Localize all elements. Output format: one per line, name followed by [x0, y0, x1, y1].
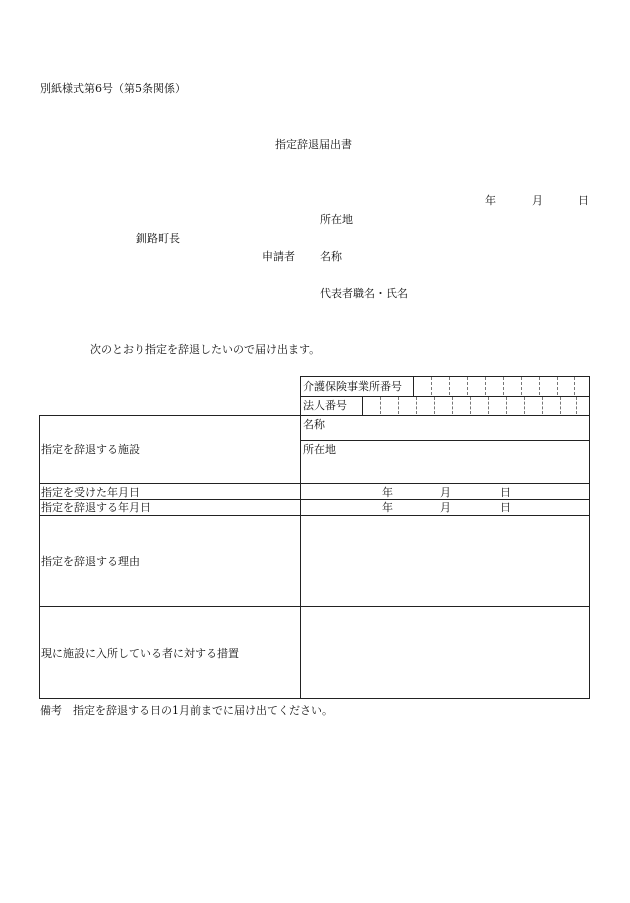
reason-field[interactable]	[301, 516, 589, 606]
designated-date-label: 指定を受けた年月日	[41, 486, 140, 499]
withdraw-year-label: 年	[382, 501, 393, 514]
designated-month-label: 月	[440, 486, 451, 499]
facility-name-field[interactable]	[301, 416, 589, 440]
corporate-number-label: 法人番号	[303, 399, 347, 412]
note: 備考 指定を辞退する日の1月前までに届け出てください。	[40, 704, 333, 717]
applicant-address-label: 所在地	[320, 213, 353, 226]
designated-year-label: 年	[382, 486, 393, 499]
date-month-label: 月	[532, 194, 543, 207]
applicant-name-label: 名称	[320, 250, 342, 263]
facility-name-label: 名称	[303, 418, 325, 431]
withdraw-date-label: 指定を辞退する年月日	[41, 501, 151, 514]
withdraw-month-label: 月	[440, 501, 451, 514]
designated-day-label: 日	[500, 486, 511, 499]
facility-label: 指定を辞退する施設	[41, 443, 140, 456]
document-title: 指定辞退届出書	[275, 138, 352, 151]
care-number-label: 介護保険事業所番号	[303, 380, 402, 393]
date-year-label: 年	[485, 194, 496, 207]
facility-address-field[interactable]	[301, 441, 589, 483]
body-text: 次のとおり指定を辞退したいので届け出ます。	[90, 343, 321, 356]
representative-label: 代表者職名・氏名	[320, 287, 408, 300]
reason-label: 指定を辞退する理由	[41, 555, 140, 568]
applicant-label: 申請者	[262, 250, 295, 263]
withdraw-day-label: 日	[500, 501, 511, 514]
measures-label: 現に施設に入所している者に対する措置	[41, 647, 239, 660]
measures-field[interactable]	[301, 607, 589, 698]
form-number: 別紙様式第6号（第5条関係）	[40, 82, 186, 95]
facility-address-label: 所在地	[303, 443, 336, 456]
addressee: 釧路町長	[136, 232, 180, 245]
date-day-label: 日	[578, 194, 589, 207]
